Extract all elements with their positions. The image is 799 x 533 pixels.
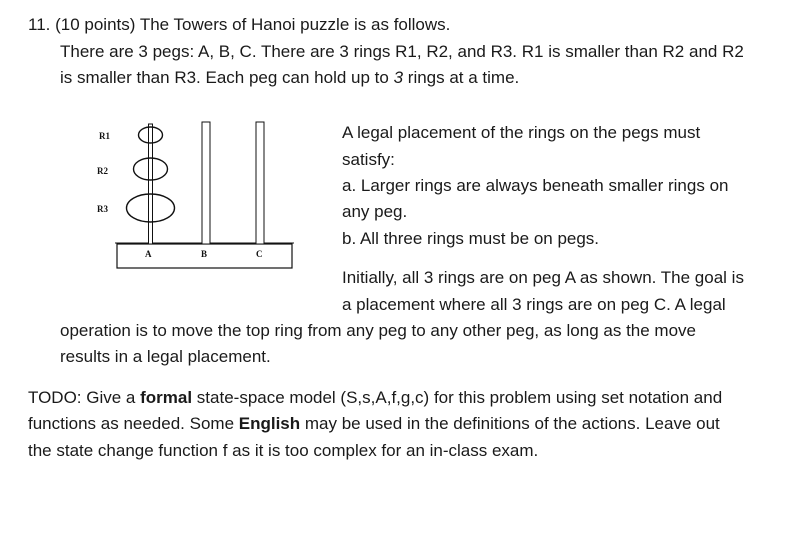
ring-capacity: 3 xyxy=(393,68,404,87)
hanoi-diagram xyxy=(85,112,300,307)
intro-line-1: There are 3 pegs: A, B, C. There are 3 rings R1, R2, and R3. R1 is smaller than R2 and R2 xyxy=(60,42,744,61)
ring-label-r2: R2 xyxy=(97,166,108,176)
todo-line-1-end: state-space model (S,s,A,f,g,c) for this problem using set notation and xyxy=(192,388,723,407)
rules-line-1: A legal placement of the rings on the pegs must xyxy=(342,123,701,142)
rule-a-line-2: any peg. xyxy=(342,202,408,221)
goal-line-3: operation is to move the top ring from any peg to any other peg, as long as the move xyxy=(60,321,696,340)
ring-label-r3: R3 xyxy=(97,204,108,214)
rule-a-line-1: a. Larger rings are always beneath smaller rings on xyxy=(342,176,729,195)
peg-label-b: B xyxy=(201,249,208,259)
todo-line-2-start: functions as needed. Some xyxy=(28,414,239,433)
peg-label-a: A xyxy=(145,249,152,259)
peg-label-c: C xyxy=(256,249,263,259)
hanoi-figure xyxy=(85,112,300,307)
todo-formal: formal xyxy=(140,388,193,407)
todo-line-2-end: may be used in the definitions of the actions. Leave out xyxy=(300,414,720,433)
question-heading: 11. (10 points) The Towers of Hanoi puzzle is as follows. xyxy=(28,15,451,34)
todo-line-1 xyxy=(28,387,722,409)
intro-line-2-end: rings at a time. xyxy=(403,68,520,87)
peg-c xyxy=(256,122,264,244)
todo-line-1-start: TODO: Give a xyxy=(28,388,141,407)
intro-line-2-text: is smaller than R3. Each peg can hold up to xyxy=(60,68,394,87)
todo-line-2 xyxy=(28,413,720,435)
peg-b xyxy=(202,122,210,244)
intro-line-2 xyxy=(60,67,519,89)
rule-b: b. All three rings must be on pegs. xyxy=(342,229,600,248)
goal-line-2: a placement where all 3 rings are on peg C. A legal xyxy=(342,295,726,314)
rules-line-2: satisfy: xyxy=(342,150,395,169)
goal-line-4: results in a legal placement. xyxy=(60,347,271,366)
peg-a xyxy=(149,124,153,244)
ring-label-r1: R1 xyxy=(99,131,110,141)
todo-line-3: the state change function f as it is too complex for an in-class exam. xyxy=(28,441,539,460)
goal-line-1: Initially, all 3 rings are on peg A as shown. The goal is xyxy=(342,268,744,287)
todo-english: English xyxy=(238,414,301,433)
